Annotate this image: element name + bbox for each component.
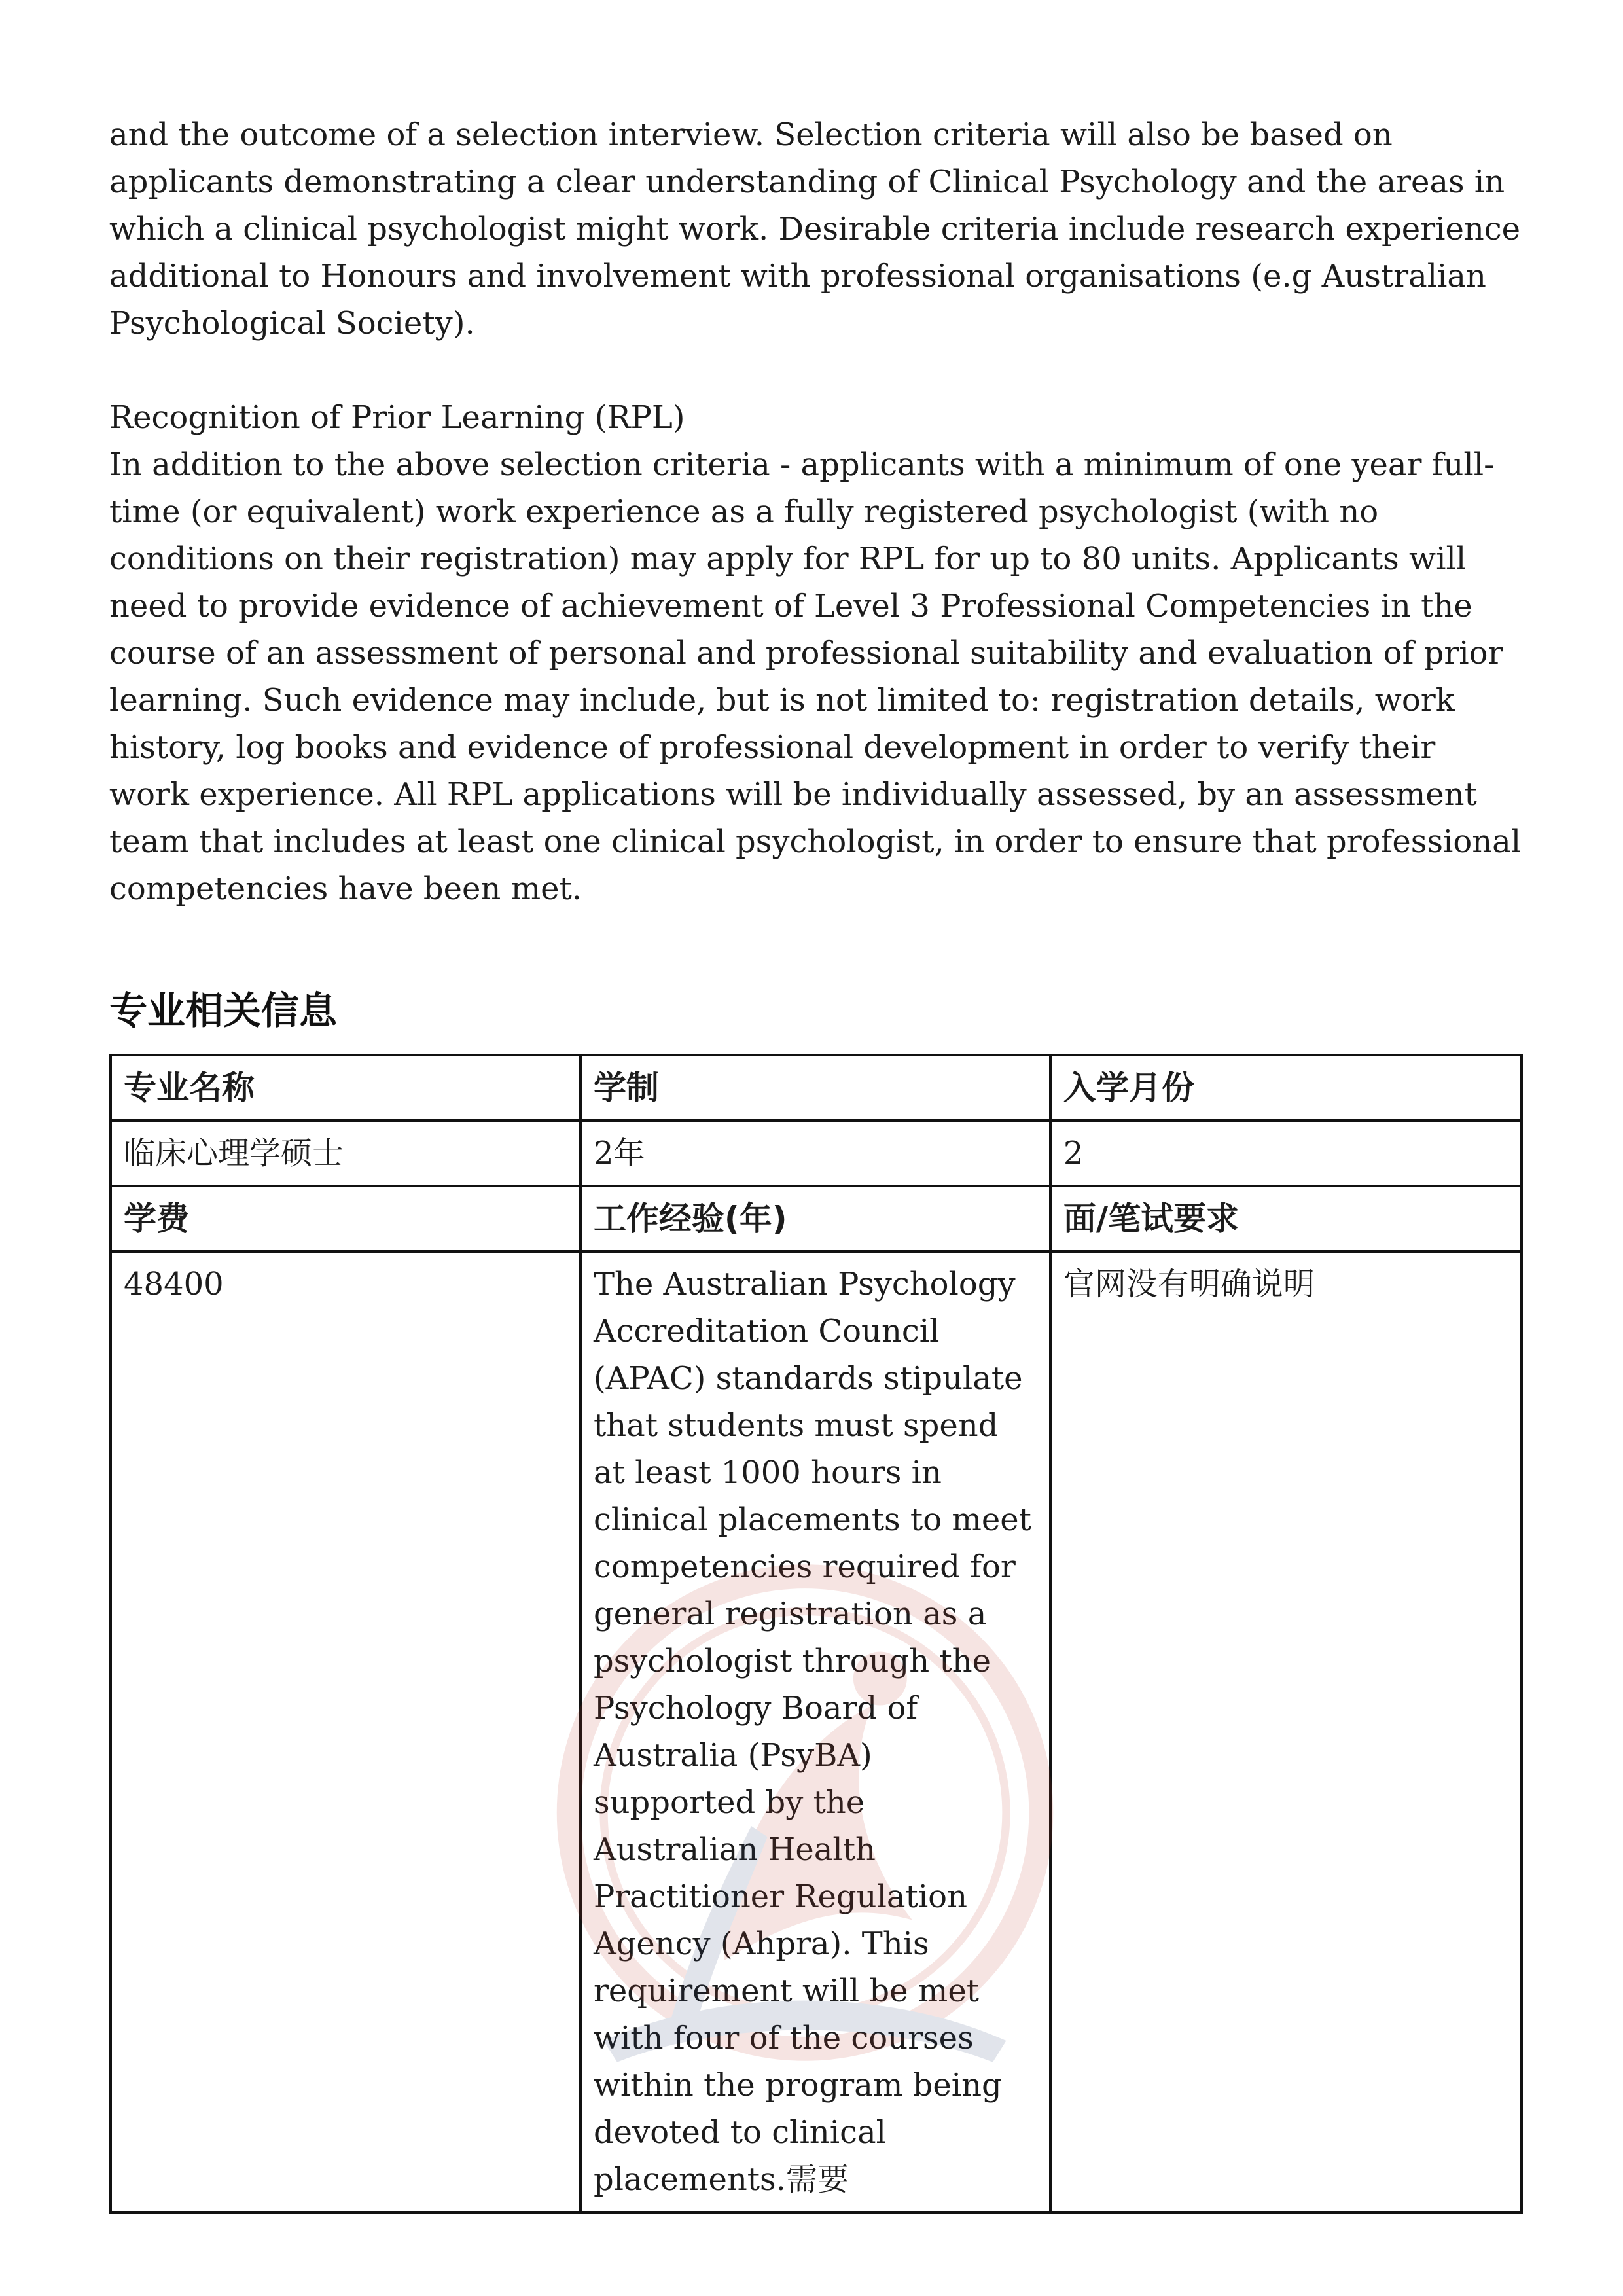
header-tuition: 学费 bbox=[111, 1186, 580, 1251]
cell-program-name: 临床心理学硕士 bbox=[111, 1121, 580, 1186]
table-header-row bbox=[111, 1055, 1522, 1121]
table-row bbox=[111, 1251, 1522, 2212]
intro-paragraph: and the outcome of a selection interview. Selection criteria will also be based on applicants demonstrating a clear understanding of Clinical Psychology and the areas in which a clinical psychologist might work. Desirable criteria include research experience additional to Honours and involvement with professional organisations (e.g Australian Psychological Society). bbox=[109, 117, 1521, 342]
header-work-experience: 工作经验(年) bbox=[580, 1186, 1050, 1251]
cell-work-experience: The Australian Psychology Accreditation Council (APAC) standards stipulate that students must spend at least 1000 hours in clinical placements to meet competencies required for general registration as a psychologist through the Psychology Board of Australia (PsyBA) supported by the Australian Health Practitioner Regulation Agency (Ahpra). This requirement will be met with four of the courses within the program being devoted to clinical placements.需要 bbox=[580, 1251, 1050, 2212]
cell-interview-requirement: 官网没有明确说明 bbox=[1050, 1251, 1522, 2212]
rpl-heading: Recognition of Prior Learning (RPL) bbox=[109, 399, 685, 436]
rpl-body: In addition to the above selection criteria - applicants with a minimum of one year full-time (or equivalent) work experience as a fully registered psychologist (with no conditions on their registration) may apply for RPL for up to 80 units. Applicants will need to provide evidence of achievement of Level 3 Professional Competencies in the course of an assessment of personal and professional suitability and evaluation of prior learning. Such evidence may include, but is not limited to: registration details, work history, log books and evidence of professional development in order to verify their work experience. All RPL applications will be individually assessed, by an assessment team that includes at least one clinical psychologist, in order to ensure that professional competencies have been met. bbox=[109, 446, 1522, 907]
cell-intake-month: 2 bbox=[1050, 1121, 1522, 1186]
header-program-name: 专业名称 bbox=[111, 1055, 580, 1121]
paragraph-gap bbox=[109, 347, 1523, 394]
document-page bbox=[109, 111, 1523, 2214]
header-duration: 学制 bbox=[580, 1055, 1050, 1121]
cell-duration: 2年 bbox=[580, 1121, 1050, 1186]
program-info-table bbox=[109, 1054, 1523, 2214]
section-title: 专业相关信息 bbox=[109, 988, 338, 1033]
table-header-row bbox=[111, 1186, 1522, 1251]
header-interview-requirement: 面/笔试要求 bbox=[1050, 1186, 1522, 1251]
cell-tuition: 48400 bbox=[111, 1251, 580, 2212]
table-row bbox=[111, 1121, 1522, 1186]
header-intake-month: 入学月份 bbox=[1050, 1055, 1522, 1121]
